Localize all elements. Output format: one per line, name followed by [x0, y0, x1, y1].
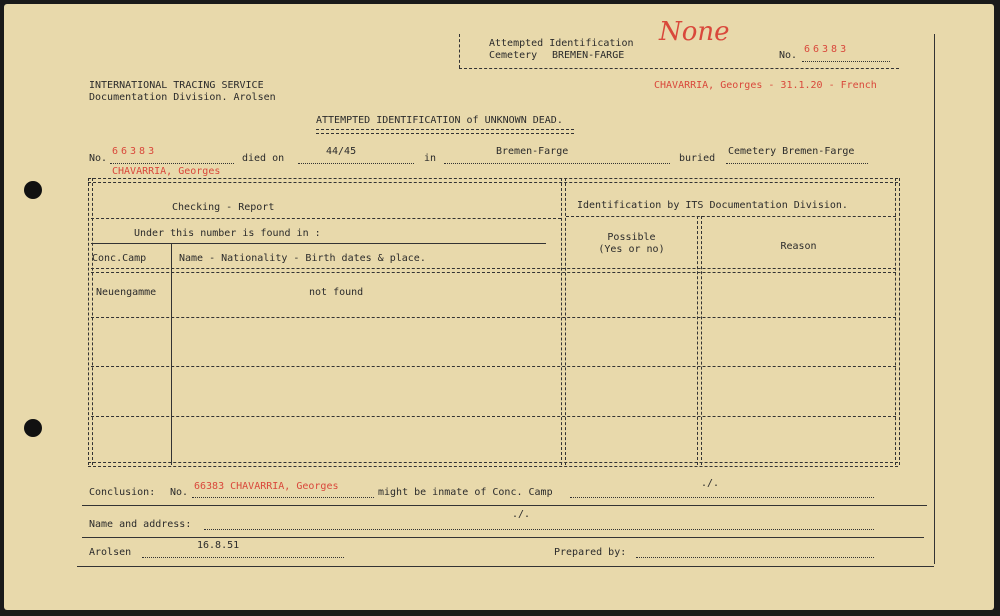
row-separator-2	[91, 366, 896, 367]
buried-value: Cemetery Bremen-Farge	[728, 146, 855, 157]
cemetery-label: Cemetery	[489, 50, 538, 61]
in-dots	[444, 163, 670, 164]
column-header-separator	[91, 268, 896, 273]
table-middle-divider	[561, 178, 566, 465]
attempted-identification-label: Attempted Identification	[489, 38, 634, 49]
punch-hole-bottom	[24, 419, 42, 437]
date-dots	[142, 557, 344, 558]
table-possible-divider	[697, 216, 702, 465]
died-on-value: 44/45	[326, 146, 357, 157]
cemetery-value: BREMEN-FARGE	[552, 50, 625, 61]
row-separator-1	[91, 317, 896, 318]
conclusion-value: 66383 CHAVARRIA, Georges	[194, 481, 339, 492]
under-number-header: Under this number is found in :	[134, 228, 321, 239]
record-name-value: CHAVARRIA, Georges	[112, 166, 221, 177]
died-on-dots	[298, 163, 414, 164]
org-line-1: INTERNATIONAL TRACING SERVICE	[89, 80, 264, 91]
camp-value: ./.	[701, 478, 720, 489]
footer-separator-2	[82, 537, 924, 538]
conclusion-number-label: No.	[170, 487, 189, 498]
footer-bottom-border	[77, 566, 934, 567]
table-bottom-border	[88, 462, 898, 467]
inmate-text: might be inmate of Conc. Camp	[378, 487, 553, 498]
column-camp-header: Conc.Camp	[92, 253, 147, 264]
header-box-left-border	[459, 34, 460, 68]
conclusion-dots	[192, 497, 374, 498]
header-number-value: 66383	[804, 44, 850, 55]
row-separator-3	[91, 416, 896, 417]
header-box-bottom-border	[459, 68, 899, 69]
name-address-label: Name and address:	[89, 519, 192, 530]
possible-header: Possible	[607, 232, 656, 243]
table-top-border	[88, 178, 898, 183]
table-left-border	[88, 178, 93, 465]
reason-header: Reason	[780, 241, 817, 252]
header-number-dots	[802, 61, 890, 62]
in-value: Bremen-Farge	[496, 146, 569, 157]
card-right-border	[934, 34, 935, 564]
column-name-header: Name - Nationality - Birth dates & place.	[179, 253, 426, 264]
record-number-label: No.	[89, 153, 108, 164]
org-line-2: Documentation Division. Arolsen	[89, 92, 276, 103]
subject-line: CHAVARRIA, Georges - 31.1.20 - French	[654, 80, 877, 91]
form-title: ATTEMPTED IDENTIFICATION of UNKNOWN DEAD.	[316, 115, 563, 126]
prepared-by-dots	[636, 557, 874, 558]
table-camp-divider	[171, 243, 172, 465]
checking-report-header: Checking - Report	[172, 202, 275, 213]
row-1-camp: Neuengamme	[96, 287, 157, 298]
arolsen-label: Arolsen	[89, 547, 132, 558]
title-underline	[316, 129, 574, 134]
table-right-border	[895, 178, 900, 465]
document-card	[4, 4, 994, 610]
handwritten-annotation: None	[659, 17, 730, 47]
under-number-separator	[91, 243, 546, 244]
camp-dots	[570, 497, 874, 498]
date-value: 16.8.51	[197, 540, 240, 551]
header-separator-left	[91, 218, 561, 219]
header-separator-right	[566, 216, 896, 217]
identification-header: Identification by ITS Documentation Division.	[577, 200, 848, 211]
buried-dots	[726, 163, 868, 164]
died-on-label: died on	[242, 153, 285, 164]
conclusion-label: Conclusion:	[89, 487, 156, 498]
name-address-value: ./.	[512, 509, 531, 520]
row-1-name: not found	[309, 287, 364, 298]
footer-separator-1	[82, 505, 927, 506]
record-number-dots	[110, 163, 234, 164]
header-number-label: No.	[779, 50, 798, 61]
record-number-value: 66383	[112, 146, 158, 157]
name-address-dots	[204, 529, 874, 530]
in-label: in	[424, 153, 437, 164]
prepared-by-label: Prepared by:	[554, 547, 627, 558]
punch-hole-top	[24, 181, 42, 199]
yes-no-header: (Yes or no)	[598, 244, 665, 255]
buried-label: buried	[679, 153, 716, 164]
